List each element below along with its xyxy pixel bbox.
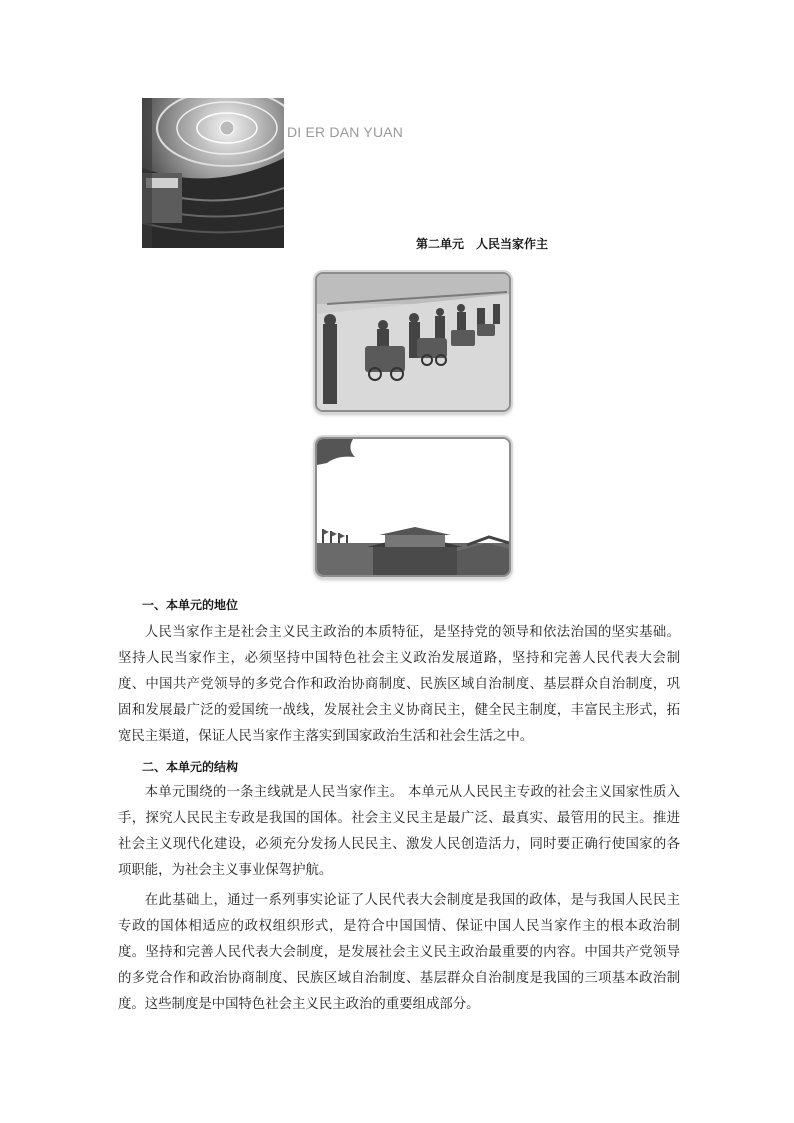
- section-paragraph-structure-1: 本单元围绕的一条主线就是人民当家作主。 本单元从人民民主专政的社会主义国家性质入手，探究人民民主专政是我国的国体。社会主义民主是最广泛、最真实、最管用的民主。推进社会主义现代化建设，必须充分发扬人民民主、激发人民创造活力，同时要正确行使国家的各项职能，为社会主义事业保驾护航。: [118, 785, 680, 878]
- section-paragraph-position: 人民当家作主是社会主义民主政治的本质特征，是坚持党的领导和依法治国的坚实基础。坚持人民当家作主，必须坚持中国特色社会主义政治发展道路，坚持和完善人民代表大会制度、中国共产党领导的多党合作和政治协商制度、民族区域自治制度、基层群众自治制度，巩固和发展最广泛的爱国统一战线，发展社会主义协商民主，健全民主制度，丰富民主形式，拓宽民主渠道，保证人民当家作主落实到国家政治生活和社会生活之中。: [118, 625, 680, 744]
- section-paragraph-structure-2: 在此基础上，通过一系列事实论证了人民代表大会制度是我国的政体，是与我国人民民主专政的国体相适应的政权组织形式，是符合中国国情、保证中国人民当家作主的根本政治制度。坚持和完善人民代表大会制度，是发展社会主义民主政治最重要的内容。中国共产党领导的多党合作和政治协商制度、民族区域自治制度、基层群众自治制度是我国的三项基本政治制度。这些制度是中国特色社会主义民主政治的重要组成部分。: [118, 893, 680, 1012]
- workers-photo: [315, 272, 511, 412]
- section-heading-position: 一、本单元的地位: [142, 598, 239, 612]
- great-hall-photo: [142, 98, 284, 248]
- tiananmen-frame: [315, 437, 511, 577]
- unit-pinyin-title: DI ER DAN YUAN: [287, 124, 404, 140]
- unit-title: 第二单元 人民当家作主: [416, 237, 549, 251]
- section-heading-structure: 二、本单元的结构: [142, 760, 239, 774]
